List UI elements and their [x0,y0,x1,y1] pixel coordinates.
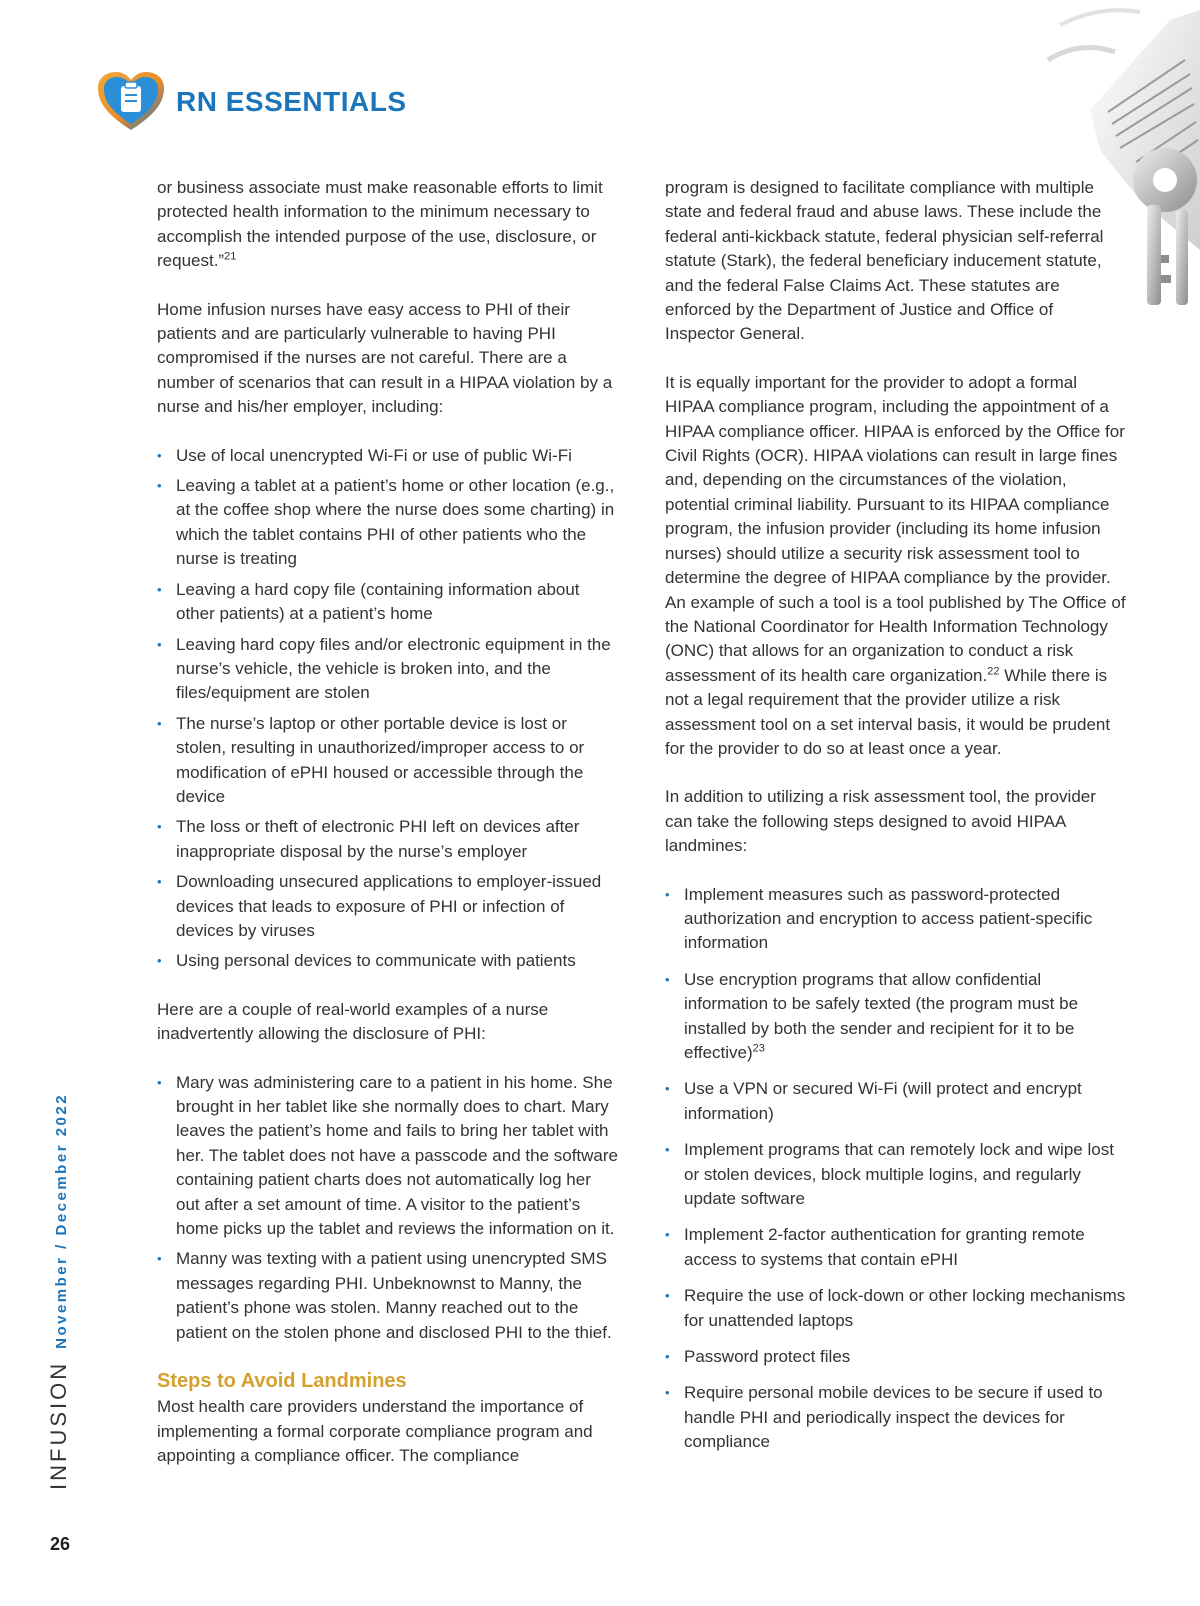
example-list [157,1071,619,1345]
footnote-ref: 21 [224,250,237,263]
page-header [96,70,407,134]
paragraph: Most health care providers understand the importance of implementing a formal corporate compliance program and appointing a compliance officer. The compliance [157,1397,593,1466]
list-item: • Require the use of lock-down or other locking mechanisms for unattended laptops [665,1286,1126,1330]
list-item: • Using personal devices to communicate with patients [157,951,576,971]
page-number: 26 [50,1534,71,1554]
list-item: • Manny was texting with a patient using unencrypted SMS messages regarding PHI. Unbeknownst to Manny, the patient’s phone was stolen. Manny reached out to the patient on the stolen phone and disclosed PHI to the thief. [157,1249,612,1342]
paragraph: Home infusion nurses have easy access to PHI of their patients and are particularly vulnerable to having PHI compromised if the nurses are not careful. There are a number of scenarios that can result in a HIPAA violation by a nurse and his/her employer, including: [157,299,613,417]
section-title: RN ESSENTIALS [176,86,407,117]
list-item: • Leaving a hard copy file (containing information about other patients) at a patient’s home [157,579,580,624]
paragraph-text: or business associate must make reasonable efforts to limit protected health information to the minimum necessary to accomplish the intended purpose of the use, disclosure, or request.” [157,178,603,271]
paragraph: In addition to utilizing a risk assessment tool, the provider can take the following steps designed to avoid HIPAA landmines: [665,787,1096,856]
list-item: • Use encryption programs that allow confidential information to be safely texted (the program must be installed by both the sender and recipient for it to be effective)$^{23}$ [665,969,1079,1062]
subheading: Steps to Avoid Landmines [157,1370,407,1393]
steps-list [665,883,1127,1455]
list-item: • Mary was administering care to a patient in his home. She brought in her tablet like she normally does to chart. Mary leaves the patient’s home and fails to bring her tablet with her. The tablet does not have a passcode and the software containing patient charts does not automatically log her out after a set amount of time. A visitor to the patient’s home picks up the tablet and reviews the information on it. [157,1072,618,1239]
paragraph: It is equally important for the provider to adopt a formal HIPAA compliance program, including the appointment of a HIPAA compliance officer. HIPAA is enforced by the Office for Civil Rights (OCR). HIPAA violations can result in large fines and, depending on the circumstances of the violation, potential criminal liability. Pursuant to its HIPAA compliance program, the infusion provider (including its home infusion nurses) should utilize a security risk assessment tool to determine the degree of HIPAA compliance by the provider. An example of such a tool is a tool published by The Office of the National Coordinator for Health Information Technology (ONC) that allows for an organization to conduct a risk assessment of its health care organization.$^{22}$ While there is not a legal requirement that the provider utilize a risk assessment tool on a set interval basis, it would be prudent for the provider to do so at least once a year. [665,372,1126,758]
list-item: • Implement 2-factor authentication for granting remote access to systems that contain ePHI [665,1225,1085,1269]
list-item: • The nurse’s laptop or other portable device is lost or stolen, resulting in unauthorized/improper access to or modification of ePHI housed or accessible through the device [157,713,585,806]
left-column [157,176,619,1493]
list-item: • Implement programs that can remotely lock and wipe lost or stolen devices, block multiple logins, and regularly update software [665,1140,1114,1209]
paragraph [157,176,619,274]
paragraph: Here are a couple of real-world examples of a nurse inadvertently allowing the disclosure of PHI: [157,999,549,1044]
list-item: • Leaving a tablet at a patient’s home or other location (e.g., at the coffee shop where the nurse does some charting) in which the tablet contains PHI of other patients who the nurse is treating [157,476,615,569]
issue-date: November / December 2022 [53,1092,70,1349]
list-item: • Implement measures such as password-protected authorization and encryption to access patient-specific information [665,884,1093,953]
list-item: • Use a VPN or secured Wi-Fi (will protect and encrypt information) [665,1079,1082,1123]
scenario-list [157,444,619,974]
footnote-ref: 23 [752,1042,765,1055]
list-item: • Leaving hard copy files and/or electronic equipment in the nurse’s vehicle, the vehicle is broken into, and the files/equipment are stolen [157,634,611,703]
list-item: • Password protect files [665,1347,851,1367]
list-item: • Require personal mobile devices to be secure if used to handle PHI and periodically inspect the devices for compliance [665,1383,1103,1452]
list-item: • Use of local unencrypted Wi-Fi or use of public Wi-Fi [157,445,572,465]
right-column [665,176,1127,1479]
footnote-ref: 22 [987,665,1000,678]
rn-essentials-logo-icon [96,70,166,134]
list-item: • Downloading unsecured applications to employer-issued devices that leads to exposure of PHI or infection of devices by viruses [157,872,602,940]
sidebar-running-head [46,1093,72,1490]
magazine-name: INFUSION [46,1360,71,1490]
list-item: • The loss or theft of electronic PHI left on devices after inappropriate disposal by the nurse’s employer [157,817,580,861]
paragraph: program is designed to facilitate compliance with multiple state and federal fraud and abuse laws. These include the federal anti-kickback statute, federal physician self-referral statute (Stark), the federal beneficiary inducement statute, and the federal False Claims Act. These statutes are enforced by the Department of Justice and Office of Inspector General. [665,178,1104,344]
